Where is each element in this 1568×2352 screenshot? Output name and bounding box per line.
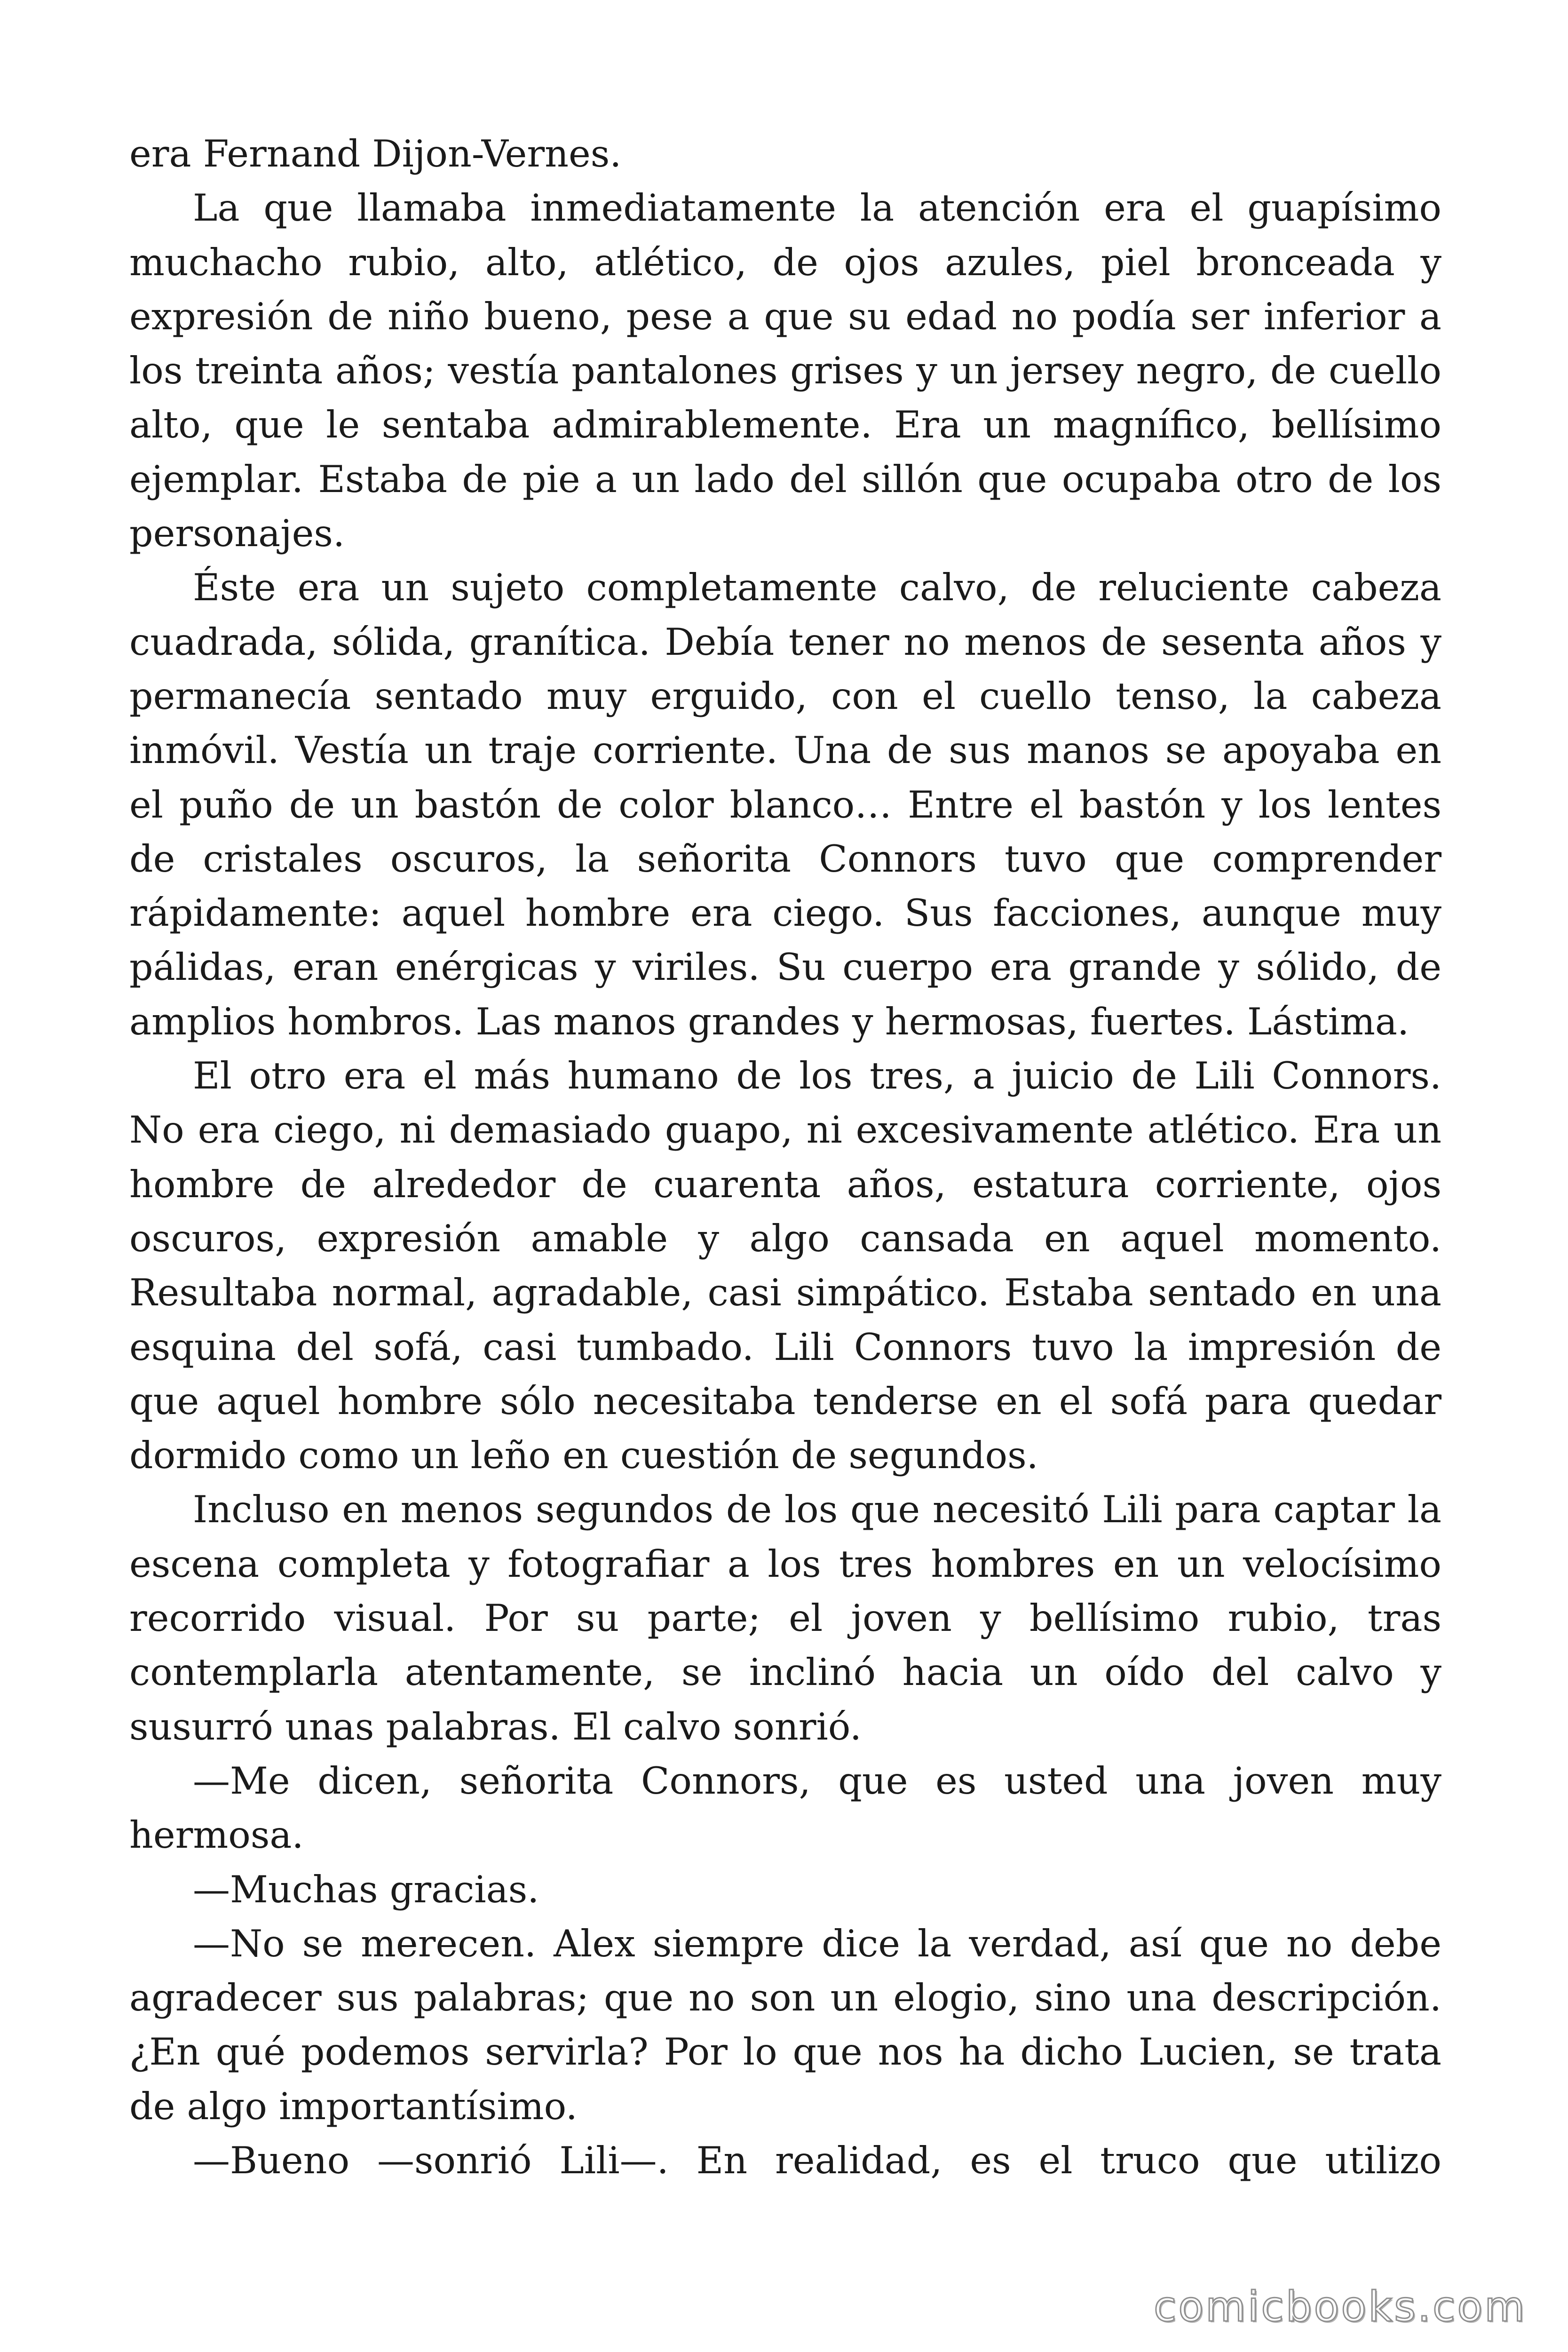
text-line: recorrido visual. Por su parte; el joven y bellísimo rubio, tras [129, 1597, 1441, 1640]
text-line: —Me dicen, señorita Connors, que es usted una joven muy [193, 1759, 1441, 1803]
text-line: hombre de alrededor de cuarenta años, estatura corriente, ojos [129, 1162, 1441, 1206]
text-line: Incluso en menos segundos de los que necesitó Lili para captar la [193, 1488, 1441, 1532]
text-line: pálidas, eran enérgicas y viriles. Su cuerpo era grande y sólido, de [129, 946, 1441, 989]
text-line: —Muchas gracias. [193, 1867, 539, 1911]
text-line: dormido como un leño en cuestión de segundos. [129, 1434, 1038, 1478]
text-line: personajes. [129, 512, 345, 556]
text-line: —Bueno —sonrió Lili—. En realidad, es el truco que utilizo [193, 2138, 1441, 2182]
text-line: rápidamente: aquel hombre era ciego. Sus facciones, aunque muy [129, 891, 1441, 935]
text-line: —No se merecen. Alex siempre dice la verdad, así que no debe [193, 1922, 1441, 1965]
text-line: cuadrada, sólida, granítica. Debía tener no menos de sesenta años y [129, 620, 1441, 664]
text-line: El otro era el más humano de los tres, a juicio de Lili Connors. [193, 1054, 1441, 1098]
text-line: amplios hombros. Las manos grandes y hermosas, fuertes. Lástima. [129, 1000, 1410, 1043]
text-line: esquina del sofá, casi tumbado. Lili Connors tuvo la impresión de [129, 1325, 1441, 1369]
text-line: susurró unas palabras. El calvo sonrió. [129, 1705, 862, 1748]
text-line: expresión de niño bueno, pese a que su edad no podía ser inferior a [129, 294, 1441, 338]
text-line: ¿En qué podemos servirla? Por lo que nos ha dicho Lucien, se trata [129, 2030, 1441, 2074]
text-line: de cristales oscuros, la señorita Connors tuvo que comprender [129, 837, 1441, 881]
page-text [129, 127, 1441, 2188]
text-line: No era ciego, ni demasiado guapo, ni excesivamente atlético. Era un [129, 1108, 1441, 1152]
text-line: los treinta años; vestía pantalones grises y un jersey negro, de cuello [129, 349, 1441, 393]
text-line: de algo importantísimo. [129, 2084, 578, 2128]
text-line: ejemplar. Estaba de pie a un lado del sillón que ocupaba otro de los [129, 457, 1441, 501]
text-line: muchacho rubio, alto, atlético, de ojos azules, piel bronceada y [129, 240, 1441, 284]
text-line: hermosa. [129, 1813, 304, 1857]
text-line: inmóvil. Vestía un traje corriente. Una de sus manos se apoyaba en [129, 729, 1441, 772]
text-line: que aquel hombre sólo necesitaba tenderse en el sofá para quedar [129, 1379, 1441, 1423]
text-line: La que llamaba inmediatamente la atención era el guapísimo [193, 186, 1441, 230]
text-line: Éste era un sujeto completamente calvo, de reluciente cabeza [193, 566, 1441, 610]
text-line: agradecer sus palabras; que no son un elogio, sino una descripción. [129, 1976, 1441, 2020]
watermark: comicbooks.com [1153, 2282, 1527, 2331]
text-line: escena completa y fotografiar a los tres hombres en un velocísimo [129, 1542, 1441, 1586]
text-line: el puño de un bastón de color blanco… Entre el bastón y los lentes [129, 783, 1441, 826]
text-line: oscuros, expresión amable y algo cansada en aquel momento. [129, 1216, 1441, 1260]
text-line: Resultaba normal, agradable, casi simpático. Estaba sentado en una [129, 1271, 1441, 1315]
text-line: era Fernand Dijon-Vernes. [129, 132, 622, 175]
text-line: alto, que le sentaba admirablemente. Era un magnífico, bellísimo [129, 403, 1441, 447]
text-line: contemplarla atentamente, se inclinó hacia un oído del calvo y [129, 1651, 1441, 1694]
text-line: permanecía sentado muy erguido, con el cuello tenso, la cabeza [129, 674, 1441, 718]
